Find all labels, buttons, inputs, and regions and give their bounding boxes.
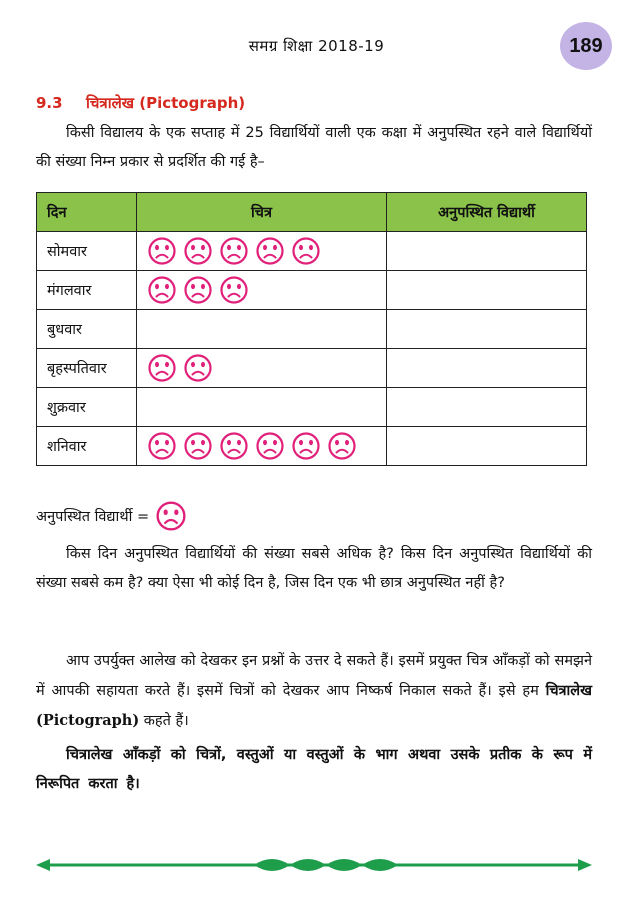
decorative-divider [36, 850, 592, 880]
absent-count-cell [387, 388, 587, 427]
table-row [37, 349, 587, 388]
explanation-paragraph [36, 647, 592, 736]
day-cell: सोमवार [37, 232, 137, 271]
sad-face-icon [155, 500, 187, 532]
picture-cell [137, 271, 387, 310]
sad-face-icon [183, 353, 213, 383]
sad-face-icon [147, 353, 177, 383]
table-body [37, 232, 587, 466]
sad-face-icon [183, 236, 213, 266]
header-day: दिन [37, 193, 137, 232]
sad-face-icon [255, 236, 285, 266]
sad-face-icon [255, 431, 285, 461]
section-number: 9.3 [36, 94, 63, 112]
header-picture: चित्र [137, 193, 387, 232]
day-cell: बुधवार [37, 310, 137, 349]
picture-cell [137, 310, 387, 349]
sad-face-icon [219, 431, 249, 461]
sad-face-icon [147, 275, 177, 305]
sad-face-icon [155, 500, 187, 532]
definition-paragraph [36, 741, 592, 799]
table-row [37, 427, 587, 466]
table-row [37, 232, 587, 271]
absent-count-cell [387, 271, 587, 310]
picture-cell [137, 427, 387, 466]
sad-face-icon [147, 236, 177, 266]
legend [36, 500, 187, 532]
table-header-row [37, 193, 587, 232]
day-cell: मंगलवार [37, 271, 137, 310]
page-number-badge: 189 [560, 22, 612, 70]
day-cell: शुक्रवार [37, 388, 137, 427]
sad-face-icon [219, 236, 249, 266]
table-row [37, 388, 587, 427]
sad-face-icon [183, 275, 213, 305]
absent-count-cell [387, 349, 587, 388]
explanation-text-after: कहते हैं। [139, 713, 189, 729]
intro-text: किसी विद्यालय के एक सप्ताह में 25 विद्यार्थियों वाली एक कक्षा में अनुपस्थित रहने वाले विद्यार्थियों की संख्या निम्न प्रकार से प्रदर्शित की गई है– [36, 125, 592, 170]
legend-label: अनुपस्थित विद्यार्थी = [36, 509, 150, 525]
header-absent: अनुपस्थित विद्यार्थी [387, 193, 587, 232]
question-text: किस दिन अनुपस्थित विद्यार्थियों की संख्या सबसे अधिक है? किस दिन अनुपस्थित विद्यार्थियों की संख्या सबसे कम है? क्या ऐसा भी कोई दिन है, जिस दिन एक भी छात्र अनुपस्थित नहीं है? [36, 546, 592, 591]
sad-face-icon [291, 431, 321, 461]
absent-count-cell [387, 427, 587, 466]
explanation-text-before: आप उपर्युक्त आलेख को देखकर इन प्रश्नों के उत्तर दे सकते हैं। इसमें प्रयुक्त चित्र आँकड़ों को समझने में आपकी सहायता करते हैं। इसमें चित्रों को देखकर आप निष्कर्ष निकाल सकते हैं। इसे हम [36, 653, 592, 699]
face-group [147, 275, 386, 305]
question-paragraph [36, 540, 592, 598]
intro-paragraph [36, 119, 592, 177]
table-row [37, 271, 587, 310]
section-heading [36, 93, 245, 113]
sad-face-icon [147, 431, 177, 461]
section-title: चित्रालेख (Pictograph) [86, 94, 246, 112]
picture-cell [137, 388, 387, 427]
running-header: समग्र शिक्षा 2018-19 [248, 37, 385, 55]
sad-face-icon [183, 431, 213, 461]
definition-text: चित्रालेख आँकड़ों को चित्रों, वस्तुओं या वस्तुओं के भाग अथवा उसके प्रतीक के रूप में निरूपित करता है। [36, 747, 592, 792]
sad-face-icon [219, 275, 249, 305]
absent-count-cell [387, 310, 587, 349]
pictograph-term: चित्रालेख (Pictograph) [36, 682, 592, 729]
face-group [147, 236, 386, 266]
pictograph-table [36, 192, 587, 466]
face-group [147, 431, 386, 461]
table-row [37, 310, 587, 349]
day-cell: बृहस्पतिवार [37, 349, 137, 388]
picture-cell [137, 232, 387, 271]
absent-count-cell [387, 232, 587, 271]
face-group [147, 353, 386, 383]
picture-cell [137, 349, 387, 388]
sad-face-icon [327, 431, 357, 461]
day-cell: शनिवार [37, 427, 137, 466]
sad-face-icon [291, 236, 321, 266]
